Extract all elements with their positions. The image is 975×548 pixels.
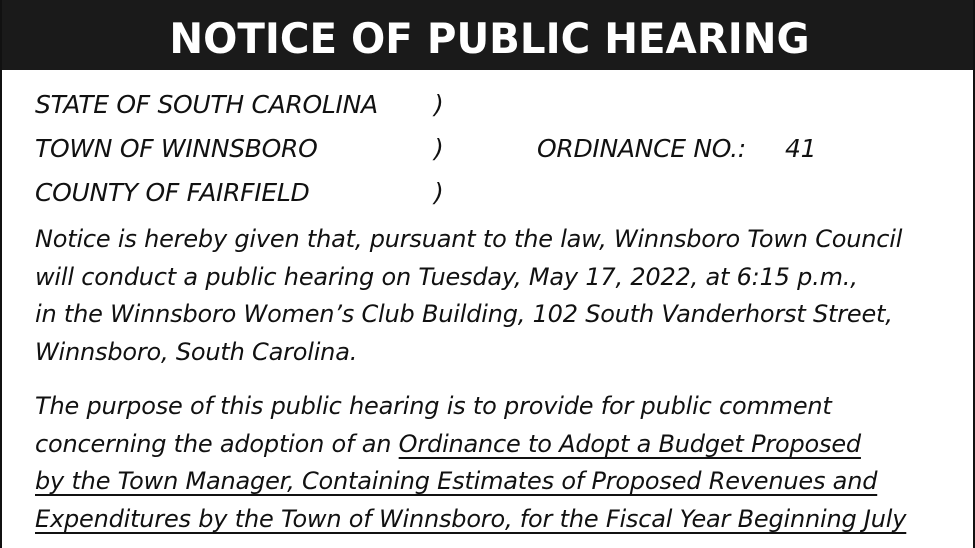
ordinance-title-underlined: Ordinance to Adopt a Budget Proposed [398,429,861,458]
caption-paren-state: ) [434,90,444,119]
notice-paragraph-1 [35,221,902,371]
notice-title: NOTICE OF PUBLIC HEARING [169,13,810,63]
notice-paragraph-2 [35,388,906,538]
paragraph-1-line: will conduct a public hearing on Tuesday, May 17, 2022, at 6:15 p.m., [35,262,858,291]
paragraph-2-line [35,463,906,501]
caption-paren-town: ) [434,134,444,163]
paragraph-2-line [35,501,906,539]
ordinance-title-underlined: Expenditures by the Town of Winnsboro, for the Fiscal Year Beginning July [35,504,907,533]
paragraph-2-line [35,426,906,464]
ordinance-title-underlined: by the Town Manager, Containing Estimates of Proposed Revenues and [35,467,878,495]
ordinance-label: ORDINANCE NO.: [537,134,746,163]
caption-paren-county: ) [434,178,444,207]
notice-header [2,0,975,70]
paragraph-1-line: in the Winnsboro Women’s Club Building, 102 South Vanderhorst Street, [35,300,893,328]
ordinance-number: 41 [785,134,817,163]
paragraph-2-text: concerning the adoption of an [35,429,399,458]
paragraph-2-line: The purpose of this public hearing is to provide for public comment [35,392,832,420]
paragraph-1-line: Winnsboro, South Carolina. [35,337,358,366]
caption-state: STATE OF SOUTH CAROLINA [35,90,378,119]
paragraph-1-line: Notice is hereby given that, pursuant to the law, Winnsboro Town Council [35,225,903,253]
caption-town: TOWN OF WINNSBORO [35,134,318,163]
caption-county: COUNTY OF FAIRFIELD [35,178,310,207]
